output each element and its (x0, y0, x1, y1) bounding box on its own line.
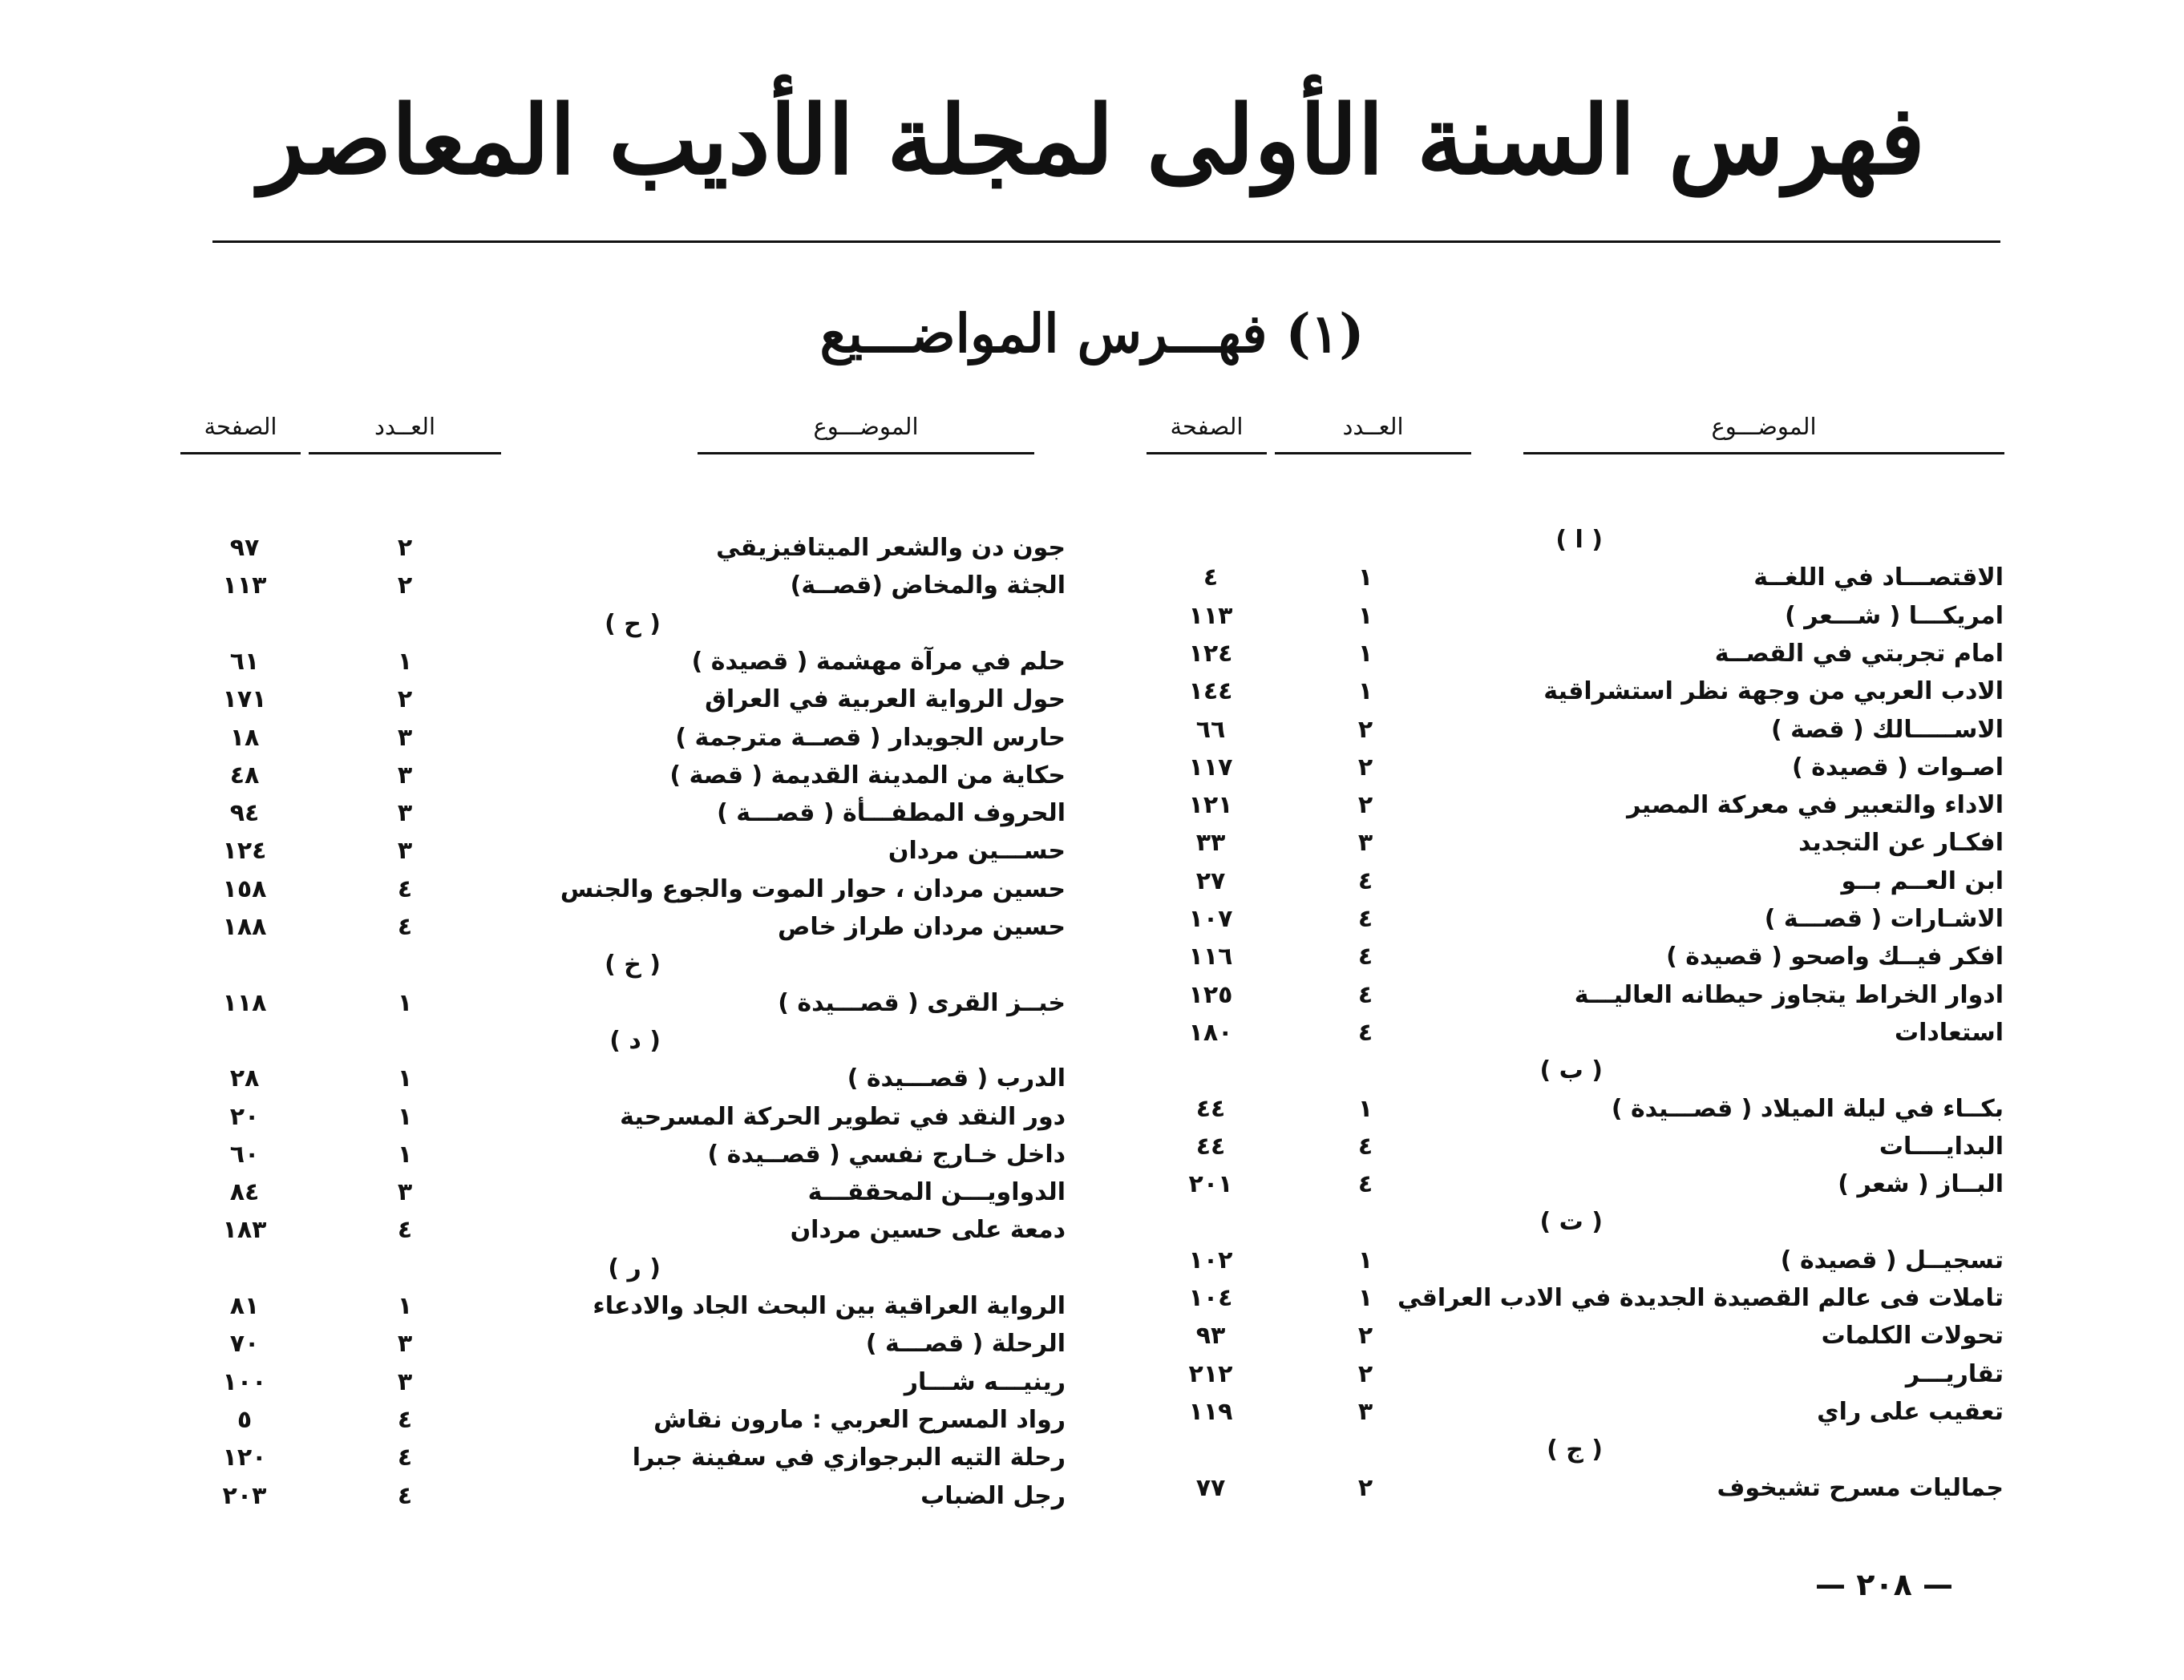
page-number-cell: ٢٠ (229, 1102, 260, 1131)
topic-title: افكر فيــك واصحو ( قصيدة ) (1666, 943, 2004, 971)
page-number-cell: ٤ (1203, 563, 1219, 592)
topic-title: بكــاء في ليلة الميلاد ( قصـــيدة ) (1611, 1094, 2004, 1123)
topic-title: تعقيب على راي (1817, 1397, 2004, 1426)
issue-number: ٤ (1357, 1170, 1373, 1199)
issue-number: ٤ (397, 1405, 413, 1434)
issue-number: ٤ (1357, 1132, 1373, 1161)
topic-title: حارس الجويدار ( قصــة مترجمة ) (675, 723, 1066, 752)
page-number: — ٢٠٨ — (1814, 1567, 1954, 1602)
topic-title: افكـار عن التجديد (1798, 829, 2004, 858)
topic-title: حلم في مرآة مهشمة ( قصيدة ) (691, 647, 1066, 676)
letter-heading-row (0, 605, 2184, 643)
topic-title: حسين مردان ، حوار الموت والجوع والجنس (560, 874, 1066, 903)
index-row (0, 1439, 2184, 1476)
page-number-cell: ١٧١ (222, 685, 267, 714)
topic-title: الحروف المطفـــأة ( قصـــة ) (717, 799, 1066, 828)
topic-title: البدايــــات (1879, 1132, 2004, 1161)
topic-title: امريكـــا ( شـــعر ) (1785, 601, 2004, 630)
topic-title: الاســـــالك ( قصة ) (1770, 715, 2004, 744)
topic-title: دور النقد في تطوير الحركة المسرحية (620, 1102, 1066, 1131)
page-number-cell: ٥ (237, 1405, 253, 1434)
page-number-cell: ٢٨ (229, 1064, 260, 1093)
topic-title: رواد المسرح العربي : مارون نقاش (653, 1405, 1066, 1434)
page-title: فهرس السنة الأولى لمجلة الأديب المعاصر (259, 84, 1925, 196)
issue-number: ٣ (397, 761, 413, 790)
page-number-cell: ١١٣ (1188, 601, 1233, 630)
index-row (0, 1477, 2184, 1515)
issue-number: ٣ (397, 837, 413, 866)
topic-title: رينيـــه شـــار (904, 1367, 1066, 1396)
topic-title: حكاية من المدينة القديمة ( قصة ) (669, 761, 1066, 790)
index-row (0, 1211, 2184, 1249)
topic-title: حول الرواية العربية في العراق (705, 685, 1066, 714)
page-number-cell: ٦١ (229, 647, 260, 676)
topic-title: دمعة على حسين مردان (790, 1216, 1066, 1245)
letter-heading: ( ا ) (1555, 526, 1603, 554)
topic-title: الادب العربي من وجهة نظر استشراقية (1543, 677, 2004, 706)
issue-number: ٤ (1357, 1018, 1373, 1047)
topic-title: البــاز ( شعر ) (1838, 1170, 2004, 1199)
issue-number: ١ (1357, 601, 1373, 630)
issue-number: ٣ (1357, 829, 1373, 858)
left-page-header: الصفحة (180, 413, 301, 454)
issue-number: ٢ (1357, 715, 1373, 744)
topic-title: تسجيــل ( قصيدة ) (1780, 1246, 2004, 1274)
page-number-cell: ٨١ (229, 1292, 260, 1320)
topic-title: رحلة التيه البرجوازي في سفينة جبرا (632, 1444, 1066, 1472)
letter-heading: ( ج ) (1547, 1436, 1603, 1464)
issue-number: ٤ (1357, 980, 1373, 1009)
page-number-cell: ١١٩ (1188, 1397, 1233, 1426)
issue-number: ١ (1357, 1284, 1373, 1312)
letter-heading: ( خ ) (605, 951, 661, 979)
index-row (0, 794, 2184, 832)
letter-heading: ( ح ) (605, 609, 661, 638)
page-number-cell: ٩٣ (1195, 1322, 1226, 1351)
topic-title: الرحلة ( قصـــة ) (865, 1330, 1066, 1359)
page-number-cell: ١١٧ (1188, 753, 1233, 781)
index-row (0, 984, 2184, 1022)
page-number-cell: ١٨٣ (222, 1216, 267, 1245)
index-row (0, 680, 2184, 718)
topic-title: خبــز القرى ( قصـــيدة ) (778, 988, 1066, 1017)
index-row (0, 529, 2184, 567)
topic-title: ادوار الخراط يتجاوز حيطانه العاليـــة (1574, 980, 2004, 1009)
issue-number: ٣ (397, 799, 413, 828)
page-number-cell: ١٠٠ (222, 1367, 267, 1396)
index-row (0, 870, 2184, 908)
page-number-cell: ١١٣ (222, 571, 267, 600)
index-row (0, 1287, 2184, 1325)
topic-title: استعادات (1894, 1018, 2004, 1047)
issue-number: ١ (397, 1140, 413, 1169)
index-row (0, 1325, 2184, 1363)
issue-number: ٣ (397, 1367, 413, 1396)
page-number-cell: ٦٠ (229, 1140, 260, 1169)
page-number-cell: ٣٣ (1195, 829, 1226, 858)
page-number-cell: ١٠٤ (1188, 1284, 1233, 1312)
index-row (0, 1173, 2184, 1211)
letter-heading: ( ب ) (1539, 1056, 1603, 1085)
page-number-cell: ٩٤ (229, 799, 260, 828)
page-number-cell: ١٨٨ (222, 913, 267, 941)
index-row (0, 719, 2184, 757)
topic-title: جون دن والشعر الميتافيزيقي (716, 534, 1066, 562)
page-number-cell: ١٢٠ (222, 1444, 267, 1472)
topic-title: ابن العــم بــو (1841, 866, 2004, 895)
issue-number: ٣ (397, 1178, 413, 1207)
page-number-cell: ٧٧ (1195, 1473, 1226, 1502)
right-topic-header: الموضـــوع (1523, 413, 2004, 454)
page-number-cell: ٢١٢ (1188, 1359, 1233, 1388)
index-row (0, 1363, 2184, 1401)
right-issue-header: العــدد (1275, 413, 1471, 454)
topic-title: الاداء والتعبير في معركة المصير (1627, 791, 2004, 820)
issue-number: ٢ (1357, 1473, 1373, 1502)
page-number-cell: ٤٨ (229, 761, 260, 790)
issue-number: ١ (397, 988, 413, 1017)
page-number-cell: ٢٠١ (1188, 1170, 1233, 1199)
issue-number: ١ (397, 647, 413, 676)
page-number-cell: ١١٦ (1188, 943, 1233, 971)
page-number-cell: ١٤٤ (1188, 677, 1233, 706)
topic-title: تاملات فى عالم القصيدة الجديدة في الادب العراقي (1397, 1284, 2004, 1312)
topic-title: جماليات مسرح تشيخوف (1717, 1473, 2004, 1502)
letter-heading: ( ر ) (608, 1254, 661, 1282)
issue-number: ١ (1357, 1246, 1373, 1274)
page-number-cell: ٢٧ (1195, 866, 1226, 895)
right-page-header: الصفحة (1147, 413, 1267, 454)
topic-title: تقاريـــر (1905, 1359, 2004, 1388)
issue-number: ٢ (1357, 791, 1373, 820)
topic-title: الرواية العراقية بين البحث الجاد والادعاء (593, 1292, 1066, 1320)
topic-title: الاقتصـــاد في اللغــة (1753, 563, 2004, 592)
page-number-cell: ٧٠ (229, 1330, 260, 1359)
topic-title: الجثة والمخاض (قصــة) (790, 571, 1066, 600)
issue-number: ٢ (1357, 1322, 1373, 1351)
page-number-cell: ١٠٧ (1188, 905, 1233, 933)
topic-title: حســـين مردان (888, 837, 1066, 866)
issue-number: ٢ (397, 685, 413, 714)
issue-number: ٢ (397, 534, 413, 562)
page-number-cell: ١٥٨ (222, 874, 267, 903)
issue-number: ٤ (397, 913, 413, 941)
topic-title: حسين مردان طراز خاص (778, 913, 1066, 941)
issue-number: ١ (1357, 1094, 1373, 1123)
index-row (0, 908, 2184, 946)
title-divider (212, 240, 2000, 243)
index-row (0, 1098, 2184, 1136)
index-row (0, 832, 2184, 870)
index-row (0, 757, 2184, 794)
issue-number: ٣ (397, 1330, 413, 1359)
topic-title: داخل خـارج نفسي ( قصــيدة ) (707, 1140, 1066, 1169)
section-title: (١) فهـــرس المواضـــيع (819, 302, 1365, 365)
topic-title: تحولات الكلمات (1821, 1322, 2004, 1351)
issue-number: ٣ (1357, 1397, 1373, 1426)
page-number-cell: ٩٧ (229, 534, 260, 562)
page-number-cell: ٨٤ (229, 1178, 260, 1207)
issue-number: ١ (1357, 639, 1373, 668)
page-number-cell: ٤٤ (1195, 1094, 1226, 1123)
issue-number: ١ (397, 1292, 413, 1320)
issue-number: ٤ (397, 1444, 413, 1472)
issue-number: ٤ (1357, 943, 1373, 971)
page-number-cell: ٢٠٣ (222, 1481, 267, 1510)
issue-number: ١ (1357, 563, 1373, 592)
issue-number: ٢ (397, 571, 413, 600)
index-row (0, 567, 2184, 604)
page-number-cell: ١٢٤ (1188, 639, 1233, 668)
issue-number: ٢ (1357, 1359, 1373, 1388)
left-topic-header: الموضـــوع (698, 413, 1034, 454)
topic-title: امام تجربتي في القصــة (1714, 639, 2004, 668)
issue-number: ١ (1357, 677, 1373, 706)
issue-number: ١ (397, 1102, 413, 1131)
issue-number: ٤ (1357, 866, 1373, 895)
page-number-cell: ١٨ (229, 723, 260, 752)
topic-title: الدواويـــن المحققـــة (807, 1178, 1066, 1207)
letter-heading: ( د ) (609, 1026, 661, 1055)
page-number-cell: ١٢٥ (1188, 980, 1233, 1009)
left-issue-header: العــدد (309, 413, 501, 454)
letter-heading: ( ت ) (1539, 1208, 1603, 1237)
page-number-cell: ٦٦ (1195, 715, 1226, 744)
issue-number: ٤ (397, 1481, 413, 1510)
page-number-cell: ١١٨ (222, 988, 267, 1017)
page-number-cell: ١٠٢ (1188, 1246, 1233, 1274)
letter-heading-row (0, 1022, 2184, 1060)
page-number-cell: ٤٤ (1195, 1132, 1226, 1161)
issue-number: ٣ (397, 723, 413, 752)
topic-title: رجل الضباب (920, 1481, 1066, 1510)
issue-number: ٤ (1357, 905, 1373, 933)
page-number-cell: ١٨٠ (1188, 1018, 1233, 1047)
issue-number: ٤ (397, 874, 413, 903)
index-row (0, 643, 2184, 680)
topic-title: اصـوات ( قصيدة ) (1791, 753, 2004, 781)
issue-number: ٤ (397, 1216, 413, 1245)
index-row (0, 1060, 2184, 1097)
index-row (0, 1401, 2184, 1439)
index-row (0, 1136, 2184, 1173)
issue-number: ١ (397, 1064, 413, 1093)
topic-title: الدرب ( قصـــيدة ) (847, 1064, 1066, 1093)
page-number-cell: ١٢١ (1188, 791, 1233, 820)
topic-title: الاشـارات ( قصـــة ) (1764, 905, 2004, 933)
letter-heading-row (0, 946, 2184, 983)
issue-number: ٢ (1357, 753, 1373, 781)
letter-heading-row (0, 1250, 2184, 1287)
page-number-cell: ١٢٤ (222, 837, 267, 866)
